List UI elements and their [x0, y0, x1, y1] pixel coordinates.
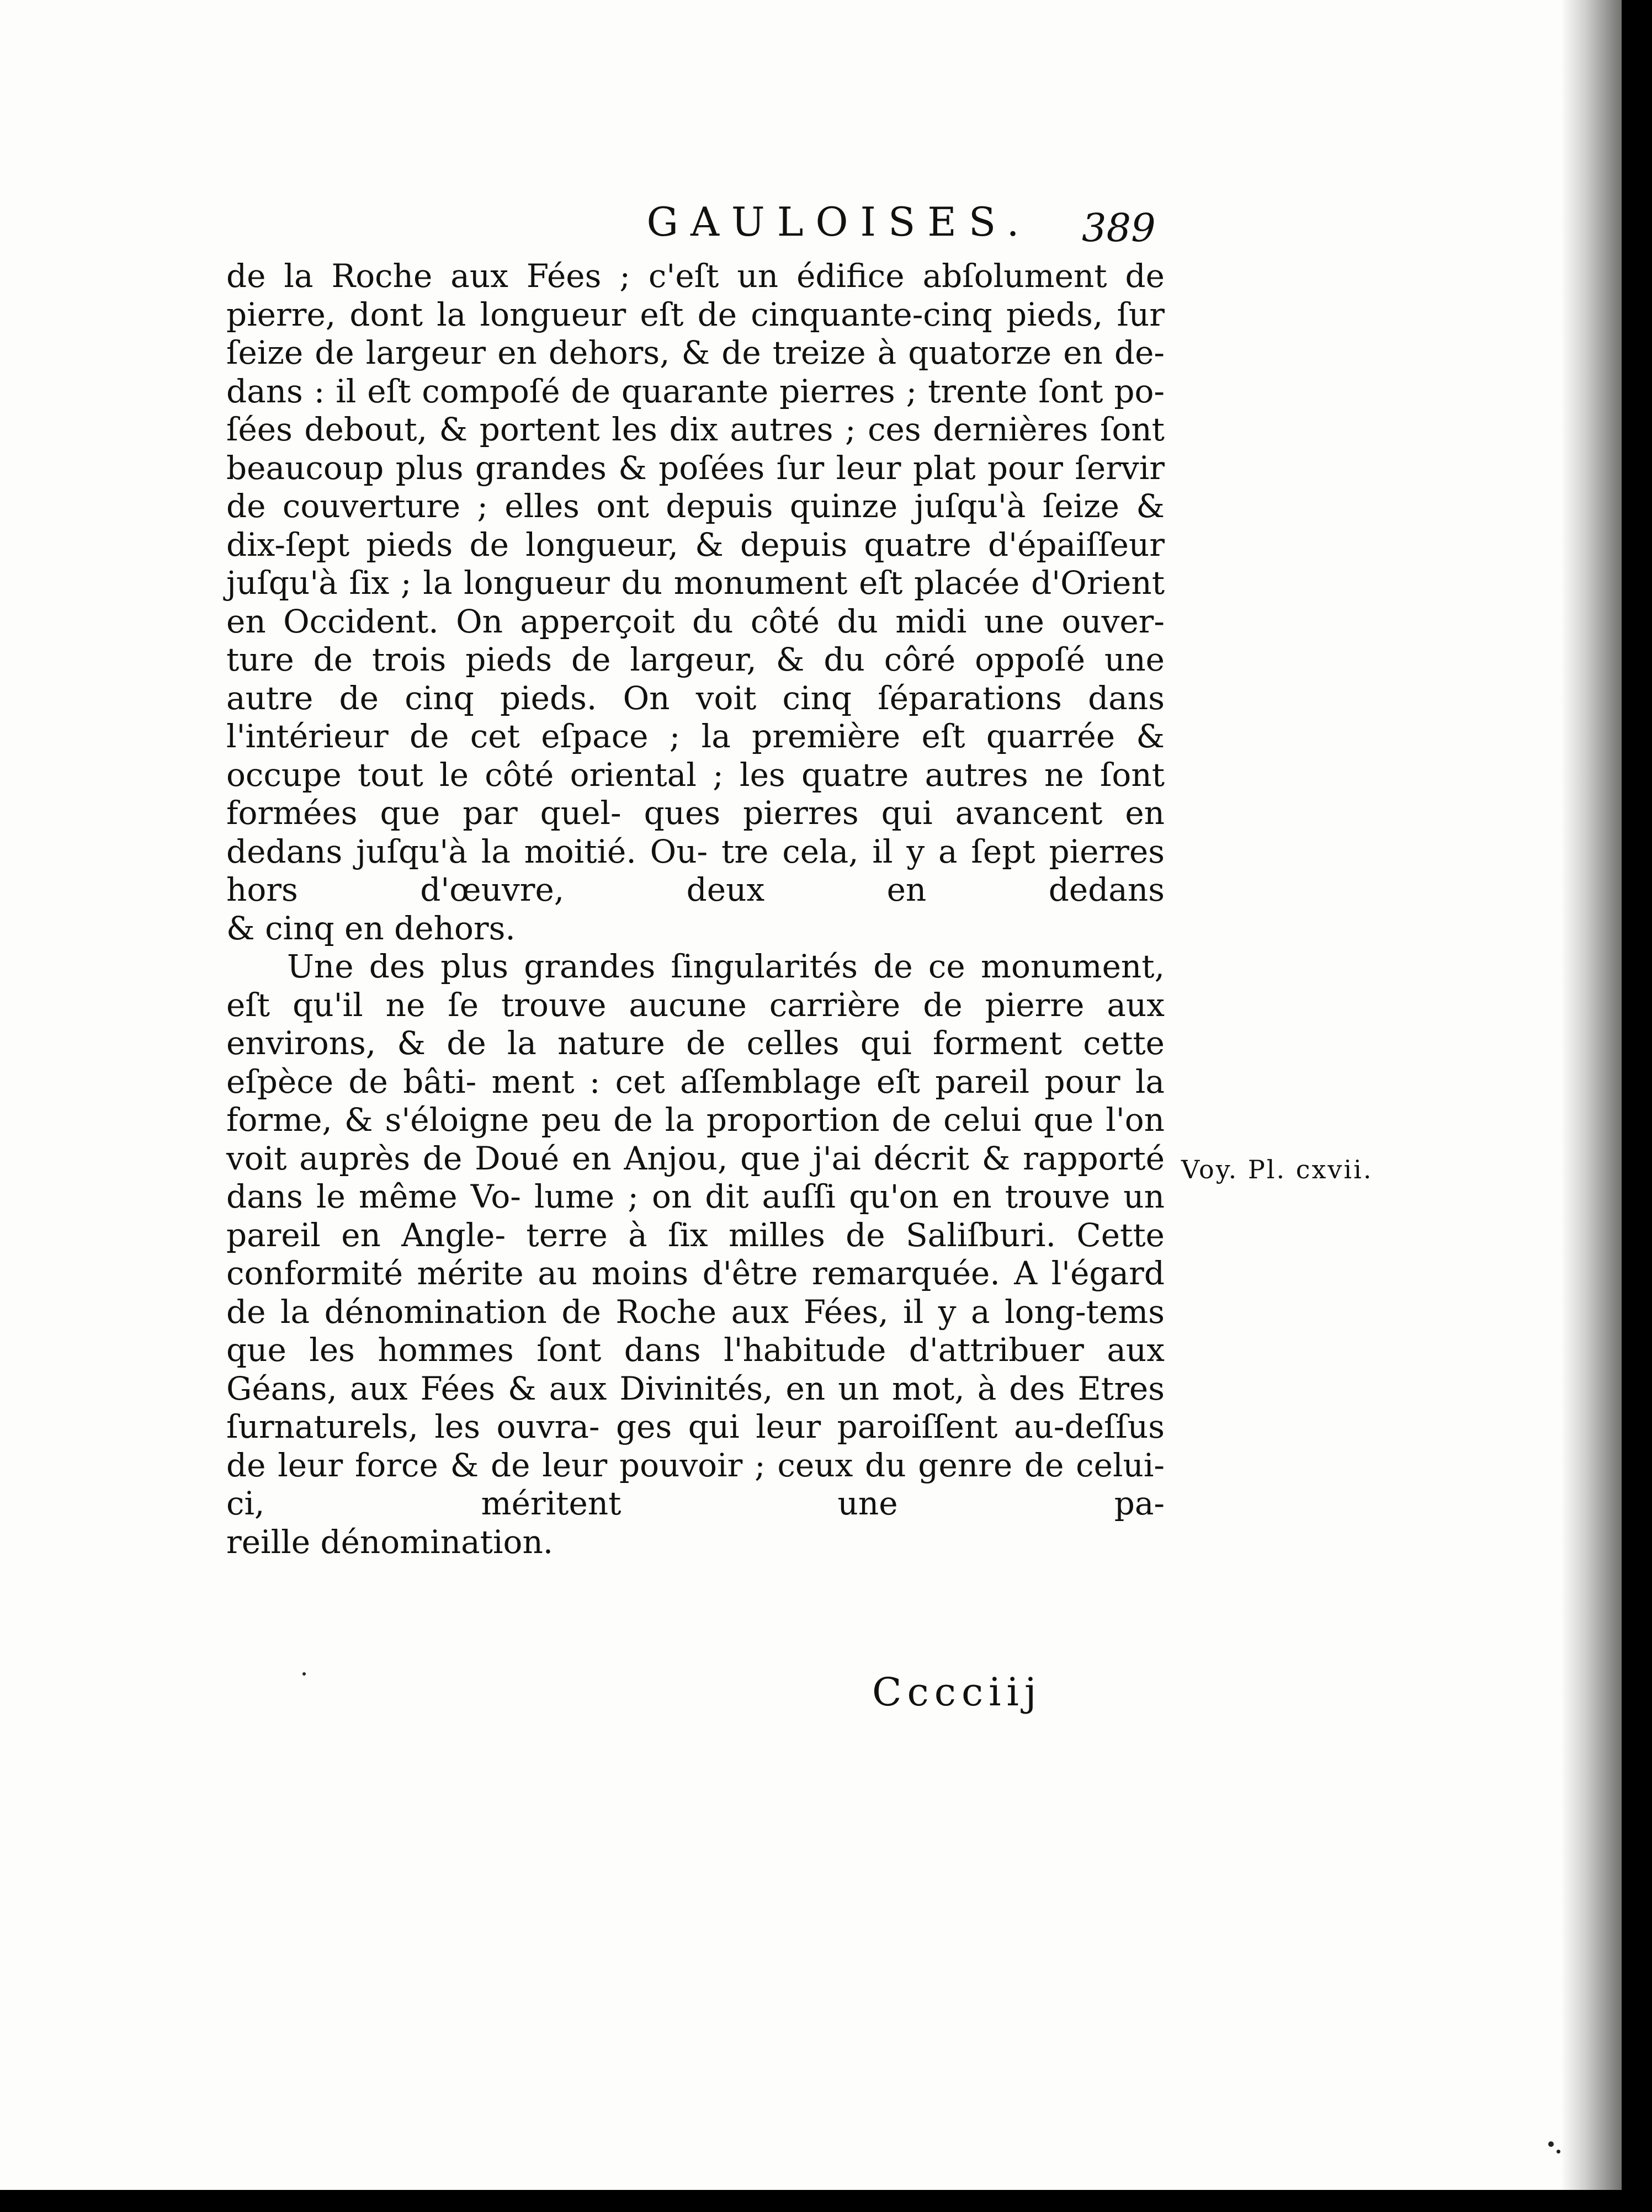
signature-mark: Cccciij [872, 1669, 1042, 1715]
text-line: Divinités, en un mot, à des Etres ſurnaturels, les ouvra- [226, 1369, 1165, 1445]
text-line: & de la nature de celles qui forment cette eſpèce de bâti- [226, 1024, 1165, 1100]
text-line: reille dénomination. [226, 1523, 554, 1561]
text-line: oriental ; les quatre autres ne ſont formées que par quel- [226, 756, 1165, 832]
running-title: GAULOISES. [646, 199, 1032, 245]
paragraph [226, 257, 1165, 910]
text-line: peu de la proportion de celui que l'on voit auprès de Doué [226, 1101, 1165, 1177]
text-line: dans l'habitude d'attribuer aux Géans, aux Fées & aux [226, 1331, 1165, 1407]
text-line: qu'il ne ſe trouve aucune carrière de pierre aux environs, [226, 986, 1165, 1062]
text-line: dans : il eſt compoſé de quarante pierres ; trente ſont po- [226, 372, 1165, 410]
text-line: tre cela, il y a ſept pierres hors d'œuvre, deux en dedans [226, 832, 1165, 908]
text-line: pouvoir ; ceux du genre de celui-ci, méritent une pa- [226, 1446, 1165, 1522]
paragraph-end [226, 910, 1165, 948]
text-line: & cinq en dehors. [226, 909, 516, 947]
text-line: juſqu'à ſix ; la longueur du monument eſt placée d'Orient [226, 564, 1165, 602]
text-line: ture de trois pieds de largeur, & du côré oppoſé une autre [226, 641, 1165, 717]
paragraph [226, 948, 1165, 1523]
body-text [226, 257, 1165, 1561]
text-line: de la Roche aux Fées ; c'eſt un édifice abſolument de [226, 257, 1165, 295]
ink-speck [1557, 2150, 1560, 2153]
text-line: de cinq pieds. On voit cinq ſéparations dans l'intérieur de [226, 679, 1165, 755]
paragraph-end [226, 1523, 1165, 1562]
text-line: pierre, dont la longueur eſt de cinquante-cinq pieds, ſur [226, 295, 1165, 333]
text-line: en Occident. On apperçoit du côté du midi une ouver- [226, 602, 1165, 640]
text-line: ges qui leur paroiſſent au-deſſus de leur force & de leur [226, 1408, 1165, 1484]
text-line: Roche aux Fées, il y a long-tems que les hommes ſont [226, 1293, 1165, 1369]
ink-speck [302, 1672, 306, 1676]
text-line: cet eſpace ; la première eſt quarrée & occupe tout le côté [226, 717, 1165, 794]
ink-speck [1548, 2141, 1554, 2147]
text-line: moins d'être remarquée. A l'égard de la dénomination de [226, 1254, 1165, 1331]
text-line: ques pierres qui avancent en dedans juſqu'à la moitié. Ou- [226, 794, 1165, 870]
text-line: en Anjou, que j'ai décrit & rapporté dans le même Vo- [226, 1139, 1165, 1215]
text-line: terre à ſix milles de Saliſburi. Cette conformité mérite au [226, 1216, 1165, 1292]
text-line: dix-ſept pieds de longueur, & depuis quatre d'épaiſſeur [226, 525, 1165, 563]
text-line: Une des plus grandes ſingularités de ce monument, eſt [226, 948, 1165, 1024]
text-line: lume ; on dit auſſi qu'on en trouve un pareil en Angle- [226, 1178, 1165, 1254]
page-number: 389 [1082, 205, 1156, 251]
text-line: ſeize de largeur en dehors, & de treize à quatorze en de- [226, 334, 1165, 371]
text-line: ment : cet aſſemblage eſt pareil pour la forme, & s'éloigne [226, 1062, 1165, 1139]
text-line: beaucoup plus grandes & poſées ſur leur plat pour ſervir [226, 449, 1165, 487]
marginal-note: Voy. Pl. cxvii. [1181, 1155, 1373, 1184]
text-line: ſées debout, & portent les dix autres ; ces dernières ſont [226, 411, 1165, 448]
text-line: de couverture ; elles ont depuis quinze juſqu'à ſeize & [226, 487, 1165, 525]
